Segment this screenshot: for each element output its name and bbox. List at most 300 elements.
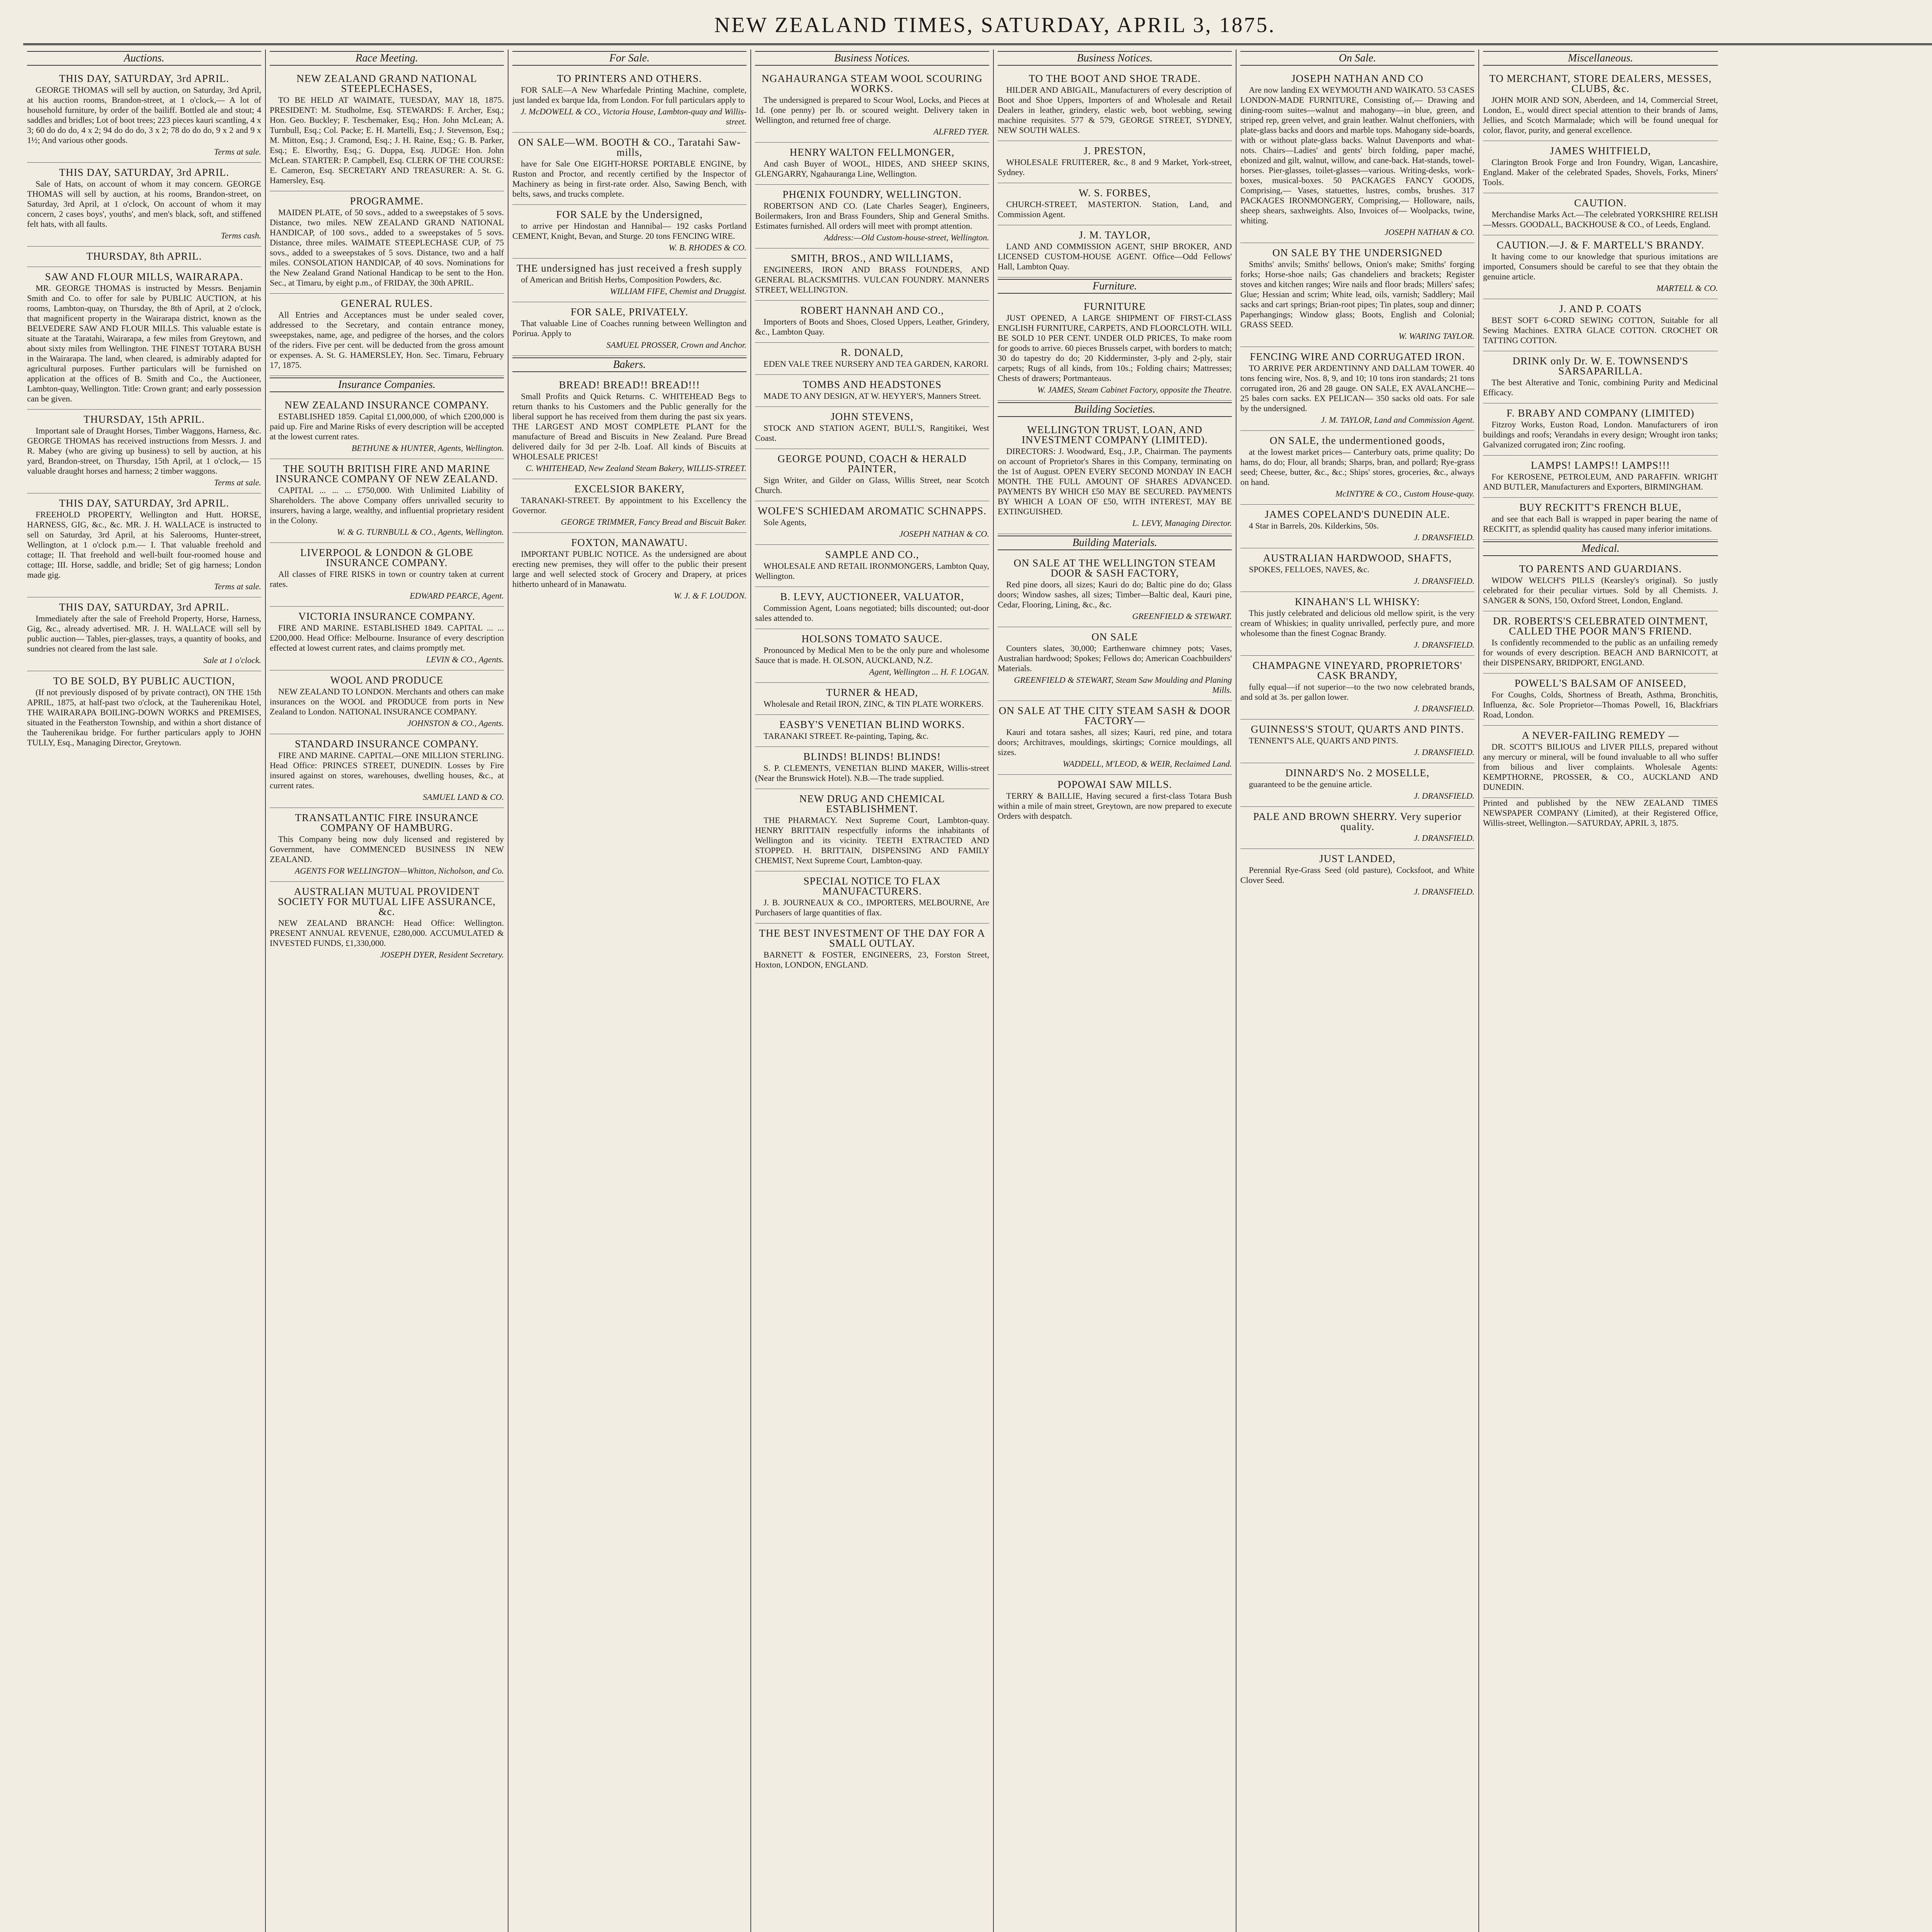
advertisement [512,375,747,479]
ad-headline: THURSDAY, 15th APRIL. [83,413,205,425]
ad-body: of American and British Herbs, Composition Powders, &c. [521,275,722,284]
advertisement [1240,69,1475,243]
ad-headline: FOR SALE by the Undersigned, [556,209,703,220]
ad-headline: NEW ZEALAND GRAND NATIONAL STEEPLECHASES, [296,73,477,94]
printer-imprint: Printed and published by the NEW ZEALAND TIMES NEWSPAPER COMPANY (Limited), at their Registered Office, Willis-street, Wellington.—SATURDAY, APRIL 3, 1875. [1483,798,1718,828]
section-heading: Race Meeting. [270,51,504,66]
section-heading: Building Societies. [998,402,1232,417]
ad-body: TARANAKI STREET. Re-painting, Taping, &c. [764,731,929,741]
ad-signature: Terms at sale. [214,147,261,156]
advertisement [270,734,504,808]
ad-signature: C. WHITEHEAD, New Zealand Steam Bakery, WILLIS-STREET. [526,463,747,473]
ad-signature: LEVIN & CO., Agents. [426,655,504,664]
column-1 [23,49,266,1932]
ad-headline: LIVERPOOL & LONDON & GLOBE INSURANCE COMPANY. [300,547,473,568]
ad-signature: SAMUEL LAND & CO. [423,792,504,802]
ad-headline: FOR SALE, PRIVATELY. [570,306,689,318]
ad-headline: THURSDAY, 8th APRIL. [86,250,202,262]
advertisement [755,587,989,629]
ad-headline: JAMES WHITFIELD, [1550,145,1651,156]
ad-body: Small Profits and Quick Returns. C. WHITEHEAD Begs to return thanks to his Customers and the Public generally for the liberal support he has received from them during the past six years. THE LARGEST AND MOST COMPLETE PLANT for the manufacture of Bread and Biscuits in New Zealand. Pure Bread delivered daily for 3d per 2-lb. Loaf. All kinds of Biscuits at WHOLESALE PRICES! [512,391,747,461]
ad-signature: EDWARD PEARCE, Agent. [410,591,504,600]
ad-headline: FURNITURE [1083,301,1146,312]
ad-headline: B. LEVY, AUCTIONEER, VALUATOR, [780,591,964,602]
section-heading: Building Materials. [998,536,1232,550]
ad-headline: THIS DAY, SATURDAY, 3rd APRIL. [59,73,230,84]
advertisement [998,775,1232,827]
ad-signature: AGENTS FOR WELLINGTON—Whitton, Nicholson, and Co. [294,866,504,876]
ad-headline: EASBY'S VENETIAN BLIND WORKS. [779,719,965,730]
ad-headline: TURNER & HEAD, [826,687,918,698]
advertisement [1483,69,1718,141]
ad-signature: Sale at 1 o'clock. [203,655,261,665]
ad-body: EDEN VALE TREE NURSERY AND TEA GARDEN, KARORI. [764,359,989,369]
ad-body: HILDER AND ABIGAIL, Manufacturers of every description of Boot and Shoe Uppers, Importers of and Wholesale and Retail Dealers in leather, grindery, elastic web, boot webbing, sewing machine requisites. 577 & 579, GEORGE STREET, SYDNEY, NEW SOUTH WALES. [998,85,1232,135]
ad-body: Kauri and totara sashes, all sizes; Kauri, red pine, and totara doors; Architraves, mouldings, skirtings; Cornice mouldings, all sizes. [998,727,1232,757]
ad-signature: JOSEPH DYER, Resident Secretary. [380,950,504,959]
ad-headline: GEORGE POUND, COACH & HERALD PAINTER, [777,453,967,474]
advertisement [998,69,1232,141]
ad-headline: TO MERCHANT, STORE DEALERS, MESSES, CLUBS, &c. [1489,73,1712,94]
ad-signature: J. DRANSFIELD. [1413,532,1475,542]
ad-headline: J. PRESTON, [1083,145,1146,156]
ad-body: Clarington Brook Forge and Iron Foundry, Wigan, Lancashire, England. Maker of the celebrated Spades, Shovels, Forks, Miners' Tools. [1483,157,1718,187]
ad-headline: TO THE BOOT AND SHOE TRADE. [1029,73,1201,84]
ad-body: Perennial Rye-Grass Seed (old pasture), Cocksfoot, and White Clover Seed. [1240,865,1475,885]
advertisement [1483,299,1718,351]
advertisement [755,871,989,923]
ad-headline: CHAMPAGNE VINEYARD, PROPRIETORS' CASK BRANDY, [1252,660,1463,681]
ad-body: IMPORTANT PUBLIC NOTICE. As the undersigned are about erecting new premises, they will offer to the public their present large and well selected stock of Grocery and Drapery, at prices hitherto unheard of in Manawatu. [512,549,747,589]
ad-body: DR. SCOTT'S BILIOUS and LIVER PILLS, prepared without any mercury or mineral, will be found invaluable to all who suffer from bilious and liver complaints. Wholesale Agents: KEMPTHORNE, PROSSER, & CO., AUCKLAND AND DUNEDIN. [1483,742,1718,792]
advertisement [270,459,504,543]
section-heading: Bakers. [512,357,747,372]
ad-body: Sole Agents, [764,517,807,527]
ad-headline: JOHN STEVENS, [830,411,913,422]
advertisement [1483,403,1718,456]
ad-headline: ON SALE BY THE UNDERSIGNED [1272,247,1442,259]
ad-body: Sale of Hats, on account of whom it may concern. GEORGE THOMAS will sell by auction, at his rooms, Brandon-street, on Saturday, 3rd April, at 1 o'clock, On account of whom it may concern, 2 cases boys', youths', and men's black, soft, and stiffened felt hats, with all faults. [27,179,261,229]
column-3 [509,49,751,1932]
ad-headline: A NEVER-FAILING REMEDY — [1522,730,1679,741]
ad-body: That valuable Line of Coaches running between Wellington and Porirua. Apply to [512,318,747,338]
ad-body: Commission Agent, Loans negotiated; bills discounted; out-door sales attended to. [755,603,989,623]
advertisement [512,133,747,205]
ad-body: Fitzroy Works, Euston Road, London. Manufacturers of iron buildings and roofs; Verandahs in every design; Wrought iron tanks; Galvanized corrugated iron; Zinc roofing. [1483,420,1718,449]
ad-signature: J. M. TAYLOR, Land and Commission Agent. [1321,415,1475,425]
ad-headline: TO PRINTERS AND OTHERS. [557,73,702,84]
ad-body: S. P. CLEMENTS, VENETIAN BLIND MAKER, Willis-street (Near the Brunswick Hotel). N.B.—The trade supplied. [755,763,989,783]
ad-body: Immediately after the sale of Freehold Property, Horse, Harness, Gig, &c., already advertised. MR. J. H. WALLACE will sell by public auction— Tables, pier-glasses, trays, a quantity of books, and sundries not cleared from the last sale. [27,614,261,653]
ad-headline: HENRY WALTON FELLMONGER, [789,146,955,158]
ad-body: It having come to our knowledge that spurious imitations are imported, Consumers should be careful to see that they obtain the genuine article. [1483,252,1718,281]
advertisement [512,302,747,356]
ad-body: NEW ZEALAND BRANCH: Head Office: Wellington. PRESENT ANNUAL REVENUE, £280,000. ACCUMULATED & INVESTED FUNDS, £1,330,000. [270,918,504,948]
ad-body: (If not previously disposed of by private contract), ON THE 15th APRIL, 1875, at half-past two o'clock, at the Tauherenikau Hotel, THE WAIRARAPA BOILING-DOWN WORKS and PREMISES, situated in the Featherston Township, and within a short distance of the Tauherenikau bridge. For further particulars apply to JOHN TULLY, Esq., Managing Director, Greytown. [27,687,261,747]
advertisement [270,191,504,294]
ad-body: Important sale of Draught Horses, Timber Waggons, Harness, &c. GEORGE THOMAS has received instructions from Messrs. J. and R. Mabey (who are giving up business) to sell by auction, at his yard, Brandon-street, on Thursday, 15th April, at 1 o'clock,— 15 valuable draught horses and harness; 2 timber waggons. [27,426,261,476]
ad-body: Is confidently recommended to the public as an unfailing remedy for wounds of every description. BEACH AND BARNICOTT, at their DISPENSARY, BRIDPORT, ENGLAND. [1483,638,1718,667]
ad-body: Wholesale and Retail IRON, ZINC, & TIN PLATE WORKERS. [764,699,984,709]
advertisement [270,543,504,607]
ad-body: MR. GEORGE THOMAS is instructed by Messrs. Benjamin Smith and Co. to offer for sale by PUBLIC AUCTION, at his rooms, Lambton-quay, on Thursday, the 8th of April, at 2 o'clock, that magnificent property in the Wairarapa district, known as the BELVEDERE SAW AND FLOUR MILLS. This valuable estate is situate at the Taratahi, Wairarapa, a few miles from Greytown, and about sixty miles from Wellington. THE FINEST TOTARA BUSH in the Wairarapa. The land, when cleared, is admirably adapted for agricultural purposes. Further particulars will be furnished on application at the offices of B. Smith and Co., the Auctioneer, Lambton-quay, Wellington. Title: Crown grant; and early possession can be given. [27,283,261,403]
ad-headline: WELLINGTON TRUST, LOAN, AND INVESTMENT COMPANY (LIMITED). [1022,424,1208,446]
advertisement [755,629,989,683]
ad-body: The undersigned is prepared to Scour Wool, Locks, and Pieces at 1d. (one penny) per lb. or scoured weight. Delivery taken in Wellington, and returned free of charge. [755,95,989,125]
advertisement [755,343,989,375]
ad-body: and see that each Ball is wrapped in paper bearing the name of RECKITT, as splendid quality has caused many inferior imitations. [1483,514,1718,534]
ad-body: Are now landing EX WEYMOUTH AND WAIKATO. 53 CASES LONDON-MADE FURNITURE, Consisting of,— Drawing and dining-room suites—walnut and mahogany—in blue, green, and striped rep, green velvet, and grain leather. Walnut cheffoniers, with plate-glass backs and doors and marble tops. Mahogany side-boards, with or without plate-glass backs. Walnut Davenports and what-nots. Chairs—Ladies' and gents' birch folding, paper maché, ebonized and gilt, walnut, willow, and cane-back. Hat-stands, towel-horses. Pier-glasses, toilet-glasses—various. Writing-desks, work-boxes, musical-boxes. 50 PACKAGES FANCY GOODS, Comprising,— Vases, statuettes, lustres, combs, brushes. 317 PACKAGES IRONMONGERY, Comprising,— Holloware, nails, sheep shears, saxhweights. Also, Invoices of— Woolpacks, twine, whiting. [1240,85,1475,225]
ad-body: TERRY & BAILLIE, Having secured a first-class Totara Bush within a mile of main street, Greytown, are now prepared to execute Orders with despatch. [998,791,1232,821]
ad-body: at the lowest market prices— Canterbury oats, prime quality; Do hams, do do; Flour, all brands; Sharps, bran, and pollard; Rye-grass seed; Cheese, butter, &c., &c.; Ships' stores, groceries, &c., always on hand. [1240,447,1475,487]
column-5 [994,49,1236,1932]
advertisement [998,701,1232,775]
advertisement [512,479,747,533]
ad-headline: NEW ZEALAND INSURANCE COMPANY. [284,399,489,411]
ad-headline: THIS DAY, SATURDAY, 3rd APRIL. [59,167,230,178]
ad-body: And cash Buyer of WOOL, HIDES, AND SHEEP SKINS, GLENGARRY, Ngahauranga Line, Wellington. [755,159,989,179]
ad-body: Counters slates, 30,000; Earthenware chimney pots; Vases, Australian hardwood; Spokes; Fellows do; American Coachbuilders' Materials. [998,643,1232,673]
ad-headline: THE BEST INVESTMENT OF THE DAY FOR A SMALL OUTLAY. [759,927,985,949]
advertisement [270,69,504,191]
ad-signature: W. WARING TAYLOR. [1398,331,1475,341]
ad-body: All Entries and Acceptances must be under sealed cover, addressed to the Secretary, and contain entrance money, sweepstakes, name, age, and pedigree of the horses, and the colors of the riders. Five per cent. will be deducted from the gross amount or expenses. A. St. G. HAMERSLEY, Hon. Sec. Timaru, February 17, 1875. [270,310,504,370]
ad-body: The best Alterative and Tonic, combining Purity and Medicinal Efficacy. [1483,378,1718,397]
advertisement [270,395,504,459]
ad-headline: HOLSONS TOMATO SAUCE. [801,633,943,645]
ad-body: JUST OPENED, A LARGE SHIPMENT OF FIRST-CLASS ENGLISH FURNITURE, CARPETS, AND FLOORCLOTH. WILL BE SOLD 10 PER CENT. UNDER OLD PRICES, To make room for goods to arrive. 60 pieces Brussels carpet, with borders to match; 30 do tapestry do do; 20 Kidderminster, 3-ply and 2-ply, stair carpets; Rugs of all kinds, from 10s.; Folding chairs; Mattresses; Chests of drawers; Portmanteaus. [998,313,1232,383]
ad-headline: SAMPLE AND CO., [825,549,919,560]
ad-body: ROBERTSON AND CO. (Late Charles Seager), Engineers, Boilermakers, Iron and Brass Founders, Ship and General Smiths. Estimates furnished. All orders will meet with prompt attention. [755,201,989,231]
ad-headline: SMITH, BROS., AND WILLIAMS, [791,252,954,264]
advertisement [1240,592,1475,656]
advertisement [270,670,504,734]
ad-body: BEST SOFT 6-CORD SEWING COTTON, Suitable for all Sewing Machines. EXTRA GLACE COTTON. CROCHET OR TATTING COTTON. [1483,315,1718,345]
ad-signature: Terms at sale. [214,582,261,591]
advertisement [755,407,989,449]
advertisement [1240,347,1475,431]
ad-headline: VICTORIA INSURANCE COMPANY. [298,611,475,622]
ad-headline: POWELL'S BALSAM OF ANISEED, [1514,677,1687,689]
advertisement [755,747,989,789]
advertisement [27,163,261,247]
ad-signature: L. LEVY, Managing Director. [1132,518,1232,528]
advertisement [1483,611,1718,673]
ad-headline: R. DONALD, [840,347,904,358]
ad-headline: ON SALE AT THE CITY STEAM SASH & DOOR FACTORY— [998,705,1231,726]
ad-body: Red pine doors, all sizes; Kauri do do; Baltic pine do do; Glass doors; Window sashes, all sizes; Timber—Baltic deal, Kauri pine, Cedar, Flooring, Lining, &c., &c. [998,580,1232,609]
ad-signature: ALFRED TYER. [933,127,989,136]
ad-body: TO ARRIVE PER ARDENTINNY AND DALLAM TOWER. 40 tons fencing wire, Nos. 8, 9, and 10; 10 tons iron standards; 21 tons corrugated iron, 26 and 28 gauge. ON SALE, EX AVALANCHE— 25 bales corn sacks. EX PELICAN— 350 sacks old oats. For sale by the undersigned. [1240,363,1475,413]
ad-headline: BLINDS! BLINDS! BLINDS! [803,751,941,762]
ad-headline: EXCELSIOR BAKERY, [574,483,685,495]
ad-headline: WOOL AND PRODUCE [330,674,444,686]
ad-body: WIDOW WELCH'S PILLS (Kearsley's original). So justly celebrated for their peculiar virtues. Sold by all Chemists. J. SANGER & SONS, 150, Oxford Street, London, England. [1483,575,1718,605]
ad-body: ESTABLISHED 1859. Capital £1,000,000, of which £200,000 is paid up. Fire and Marine Risks of every description will be accepted at the lowest current rates. [270,412,504,441]
ad-body: MAIDEN PLATE, of 50 sovs., added to a sweepstakes of 5 sovs. Distance, two miles. NEW ZEALAND GRAND NATIONAL HANDICAP, of 100 sovs., added to a sweepstakes of 5 sovs. Distance, three miles. WAIMATE STEEPLECHASE CUP, of 75 sovs., added to a sweepstakes of 5 sovs. Distance, two and a half miles. CONSOLATION HANDICAP, of 40 sovs. Nominations for the New Zealand Grand National Handicap to be sent to the Hon. Sec., at Timaru, by eight p.m., of FRIDAY, the 30th APRIL. [270,207,504,287]
columns-container [23,49,1932,1932]
advertisement [755,545,989,587]
ad-headline: JUST LANDED, [1319,853,1396,864]
advertisement [1483,456,1718,498]
ad-signature: Terms at sale. [214,478,261,487]
ad-body: Importers of Boots and Shoes, Closed Uppers, Leather, Grindery, &c., Lambton Quay. [755,317,989,337]
ad-body: FIRE AND MARINE. ESTABLISHED 1849. CAPITAL ... ... £200,000. Head Office: Melbourne. Insurance of every description effected at lowest current rates, and claims promptly met. [270,623,504,653]
ad-body: TO BE HELD AT WAIMATE, TUESDAY, MAY 18, 1875. PRESIDENT: M. Studholme, Esq. STEWARDS: F. Archer, Esq.; Hon. Geo. Buckley; F. Teschemaker, Esq.; Hon. John McLean; A. Turnbull, Esq.; Col. Packe; E. H. Martelli, Esq.; J. Stevenson, Esq.; M. Mitton, Esq.; J. Cramond, Esq.; J. H. Raine, Esq.; G. B. Parker, Esq.; E. Elworthy, Esq.; G. Duppa, Esq. JUDGE: Hon. John McLean. STARTER: P. Campbell, Esq. CLERK OF THE COURSE: E. Cameron, Esq. SECRETARY AND TREASURER: A. St. G. Hamersley, Esq. [270,95,504,185]
ad-headline: TO PARENTS AND GUARDIANS. [1519,563,1682,575]
ad-headline: PHŒNIX FOUNDRY, WELLINGTON. [782,189,962,200]
ad-headline: CAUTION.—J. & F. MARTELL'S BRANDY. [1497,239,1704,251]
advertisement [755,375,989,407]
advertisement [270,294,504,376]
advertisement [755,789,989,871]
advertisement [755,143,989,185]
ad-signature: J. DRANSFIELD. [1413,576,1475,586]
advertisement [755,248,989,301]
advertisement [1483,498,1718,540]
ad-headline: DRINK only Dr. W. E. TOWNSEND'S SARSAPARILLA. [1512,355,1689,377]
ad-headline: BUY RECKITT'S FRENCH BLUE, [1519,502,1682,513]
ad-body: ENGINEERS, IRON AND BRASS FOUNDERS, AND GENERAL BLACKSMITHS. VULCAN FOUNDRY. MANNERS STREET, WELLINGTON. [755,265,989,294]
ad-headline: F. BRABY AND COMPANY (LIMITED) [1506,407,1695,419]
section-heading: Business Notices. [755,51,989,66]
advertisement [1240,548,1475,592]
ad-headline: ON SALE [1091,631,1138,643]
ad-body: fully equal—if not superior—to the two now celebrated brands, and sold at 3s. per gallon lower. [1240,682,1475,702]
ad-headline: AUSTRALIAN HARDWOOD, SHAFTS, [1263,552,1452,564]
ad-body: Pronounced by Medical Men to be the only pure and wholesome Sauce that is made. H. OLSON, AUCKLAND, N.Z. [755,645,989,665]
ad-body: LAND AND COMMISSION AGENT, SHIP BROKER, AND LICENSED CUSTOM-HOUSE AGENT. Office—Odd Fellows' Hall, Lambton Quay. [998,242,1232,271]
ad-headline: THIS DAY, SATURDAY, 3rd APRIL. [59,601,230,613]
ad-headline: JOSEPH NATHAN AND CO [1291,73,1423,84]
ad-headline: GUINNESS'S STOUT, QUARTS AND PINTS. [1251,723,1464,735]
ad-signature: J. DRANSFIELD. [1413,833,1475,843]
ad-signature: SAMUEL PROSSER, Crown and Anchor. [606,340,747,350]
advertisement [1240,719,1475,763]
section-heading: Auctions. [27,51,261,66]
ad-headline: CAUTION. [1574,197,1627,209]
ad-body: have for Sale One EIGHT-HORSE PORTABLE ENGINE, by Ruston and Proctor, and recently certified by the Inspector of Machinery as being in first-rate order. Also, Sawing Bench, with belts, saws, and trucks complete. [512,159,747,199]
ad-headline: FOXTON, MANAWATU. [571,537,688,548]
advertisement [270,607,504,670]
ad-headline: DINNARD'S No. 2 MOSELLE, [1285,767,1430,779]
masthead-rule [23,43,1932,45]
ad-signature: GEORGE TRIMMER, Fancy Bread and Biscuit Baker. [561,517,747,527]
advertisement [755,683,989,715]
ad-signature: W. & G. TURNBULL & CO., Agents, Wellington. [337,527,504,537]
ad-body: SPOKES, FELLOES, NAVES, &c. [1249,565,1369,574]
ad-headline: KINAHAN'S LL WHISKY: [1295,596,1420,607]
advertisement [1240,849,1475,902]
ad-body: guaranteed to be the genuine article. [1249,779,1372,789]
masthead: NEW ZEALAND TIMES, SATURDAY, APRIL 3, 1875. [714,13,1276,37]
ad-body: FOR SALE—A New Wharfedale Printing Machine, complete, just landed ex barque Ida, from London. For full particulars apply to [512,85,747,105]
ad-body: WHOLESALE AND RETAIL IRONMONGERS, Lambton Quay, Wellington. [755,561,989,581]
advertisement [512,69,747,133]
advertisement [1240,656,1475,719]
section-heading: Medical. [1483,541,1718,556]
ad-headline: STANDARD INSURANCE COMPANY. [295,738,479,750]
ad-headline: PROGRAMME. [350,195,424,207]
ad-body: This justly celebrated and delicious old mellow spirit, is the very cream of Whiskies; in quality unrivalled, perfectly pure, and more wholesome than the finest Cognac Brandy. [1240,608,1475,638]
ad-body: WHOLESALE FRUITERER, &c., 8 and 9 Market, York-street, Sydney. [998,157,1232,177]
ad-signature: McINTYRE & CO., Custom House-quay. [1335,489,1475,498]
ad-headline: PALE AND BROWN SHERRY. Very superior quality. [1253,811,1462,832]
ad-body: GEORGE THOMAS will sell by auction, on Saturday, 3rd April, at his auction rooms, Brandon-street, at 1 o'clock,— A lot of household furniture, by order of the bailiff. Bottled ale and stout; 4 saddles and bridles; Lot of boot trees; 223 pieces kauri scantling, 4 x 3; 60 do do do, 4 x 2; 94 do do do, 3 x 2; 78 do do do, 9 x 2 and 9 x 1½; And various other goods. [27,85,261,145]
advertisement [512,205,747,259]
advertisement [998,141,1232,183]
ad-signature: GREENFIELD & STEWART. [1132,611,1232,621]
section-heading: Furniture. [998,279,1232,294]
ad-signature: J. DRANSFIELD. [1413,791,1475,801]
advertisement [27,493,261,597]
ad-signature: Terms cash. [221,231,261,240]
ad-headline: THE undersigned has just received a fresh supply [516,262,743,274]
ad-body: TENNENT'S ALE, QUARTS AND PINTS. [1249,736,1398,745]
advertisement [998,553,1232,627]
section-heading: On Sale. [1240,51,1475,66]
ad-signature: J. DRANSFIELD. [1413,640,1475,650]
column-2 [266,49,509,1932]
ad-body: CHURCH-STREET, MASTERTON. Station, Land, and Commission Agent. [998,199,1232,219]
ad-body: BARNETT & FOSTER, ENGINEERS, 23, Forston Street, Hoxton, LONDON, ENGLAND. [755,950,989,969]
ad-signature: BETHUNE & HUNTER, Agents, Wellington. [351,443,504,453]
ad-body: Smiths' anvils; Smiths' bellows, Onion's make; Smiths' forging forks; Horse-shoe nails; Gas chandeliers and brackets; Register stoves and kitchen ranges; Wire nails and floor brads; Millers' safes; Glue; Hessian and scrim; White lead, oils, varnish; Saddlery; Mail sacks and cart springs; Brian-root pipes; Tin plates, soup and dinner; Paperhangings; Window glass; Boots, English and Colonial; GRASS SEED. [1240,259,1475,329]
ad-headline: SAW AND FLOUR MILLS, WAIRARAPA. [45,271,243,282]
advertisement [755,715,989,747]
advertisement [1240,763,1475,807]
ad-headline: ON SALE AT THE WELLINGTON STEAM DOOR & SASH FACTORY, [1014,557,1216,579]
advertisement [270,882,504,965]
ad-headline: W. S. FORBES, [1078,187,1151,199]
advertisement [1483,193,1718,235]
column-4 [751,49,994,1932]
advertisement [998,225,1232,277]
ad-signature: GREENFIELD & STEWART, Steam Saw Moulding and Planing Mills. [1014,675,1232,695]
advertisement [1483,235,1718,299]
advertisement [27,69,261,163]
ad-body: FREEHOLD PROPERTY, Wellington and Hutt. HORSE, HARNESS, GIG, &c., &c. MR. J. H. WALLACE is instructed to sell on Saturday, 3rd April, at his Salerooms, Hunter-street, Wellington, at 1 o'clock p.m.— I. That valuable freehold and cottage; II. That freehold and well-built four-roomed house and cottage; III. Horse, saddle, and bridle; Set of gig harness; London made gig. [27,510,261,580]
ad-headline: FENCING WIRE AND CORRUGATED IRON. [1250,351,1465,362]
ad-headline: THIS DAY, SATURDAY, 3rd APRIL. [59,497,230,509]
ad-signature: J. DRANSFIELD. [1413,704,1475,713]
advertisement [27,410,261,493]
advertisement [27,671,261,753]
ad-signature: J. DRANSFIELD. [1413,887,1475,896]
advertisement [755,185,989,248]
ad-body: Merchandise Marks Act.—The celebrated YORKSHIRE RELISH—Messrs. GOODALL, BACKHOUSE & CO., of Leeds, England. [1483,209,1718,229]
ad-headline: DR. ROBERTS'S CELEBRATED OINTMENT, CALLED THE POOR MAN'S FRIEND. [1493,615,1708,637]
ad-headline: TRANSATLANTIC FIRE INSURANCE COMPANY OF HAMBURG. [295,812,479,833]
ad-headline: TOMBS AND HEADSTONES [803,379,942,390]
advertisement [755,449,989,501]
column-6 [1236,49,1479,1932]
column-7 [1479,49,1722,1932]
ad-signature: W. J. & F. LOUDON. [673,591,747,600]
advertisement [1483,559,1718,611]
advertisement [998,420,1232,534]
section-heading: Business Notices. [998,51,1232,66]
advertisement [755,69,989,143]
ad-signature: WADDELL, M'LEOD, & WEIR, Reclaimed Land. [1063,759,1232,769]
advertisement [1240,431,1475,505]
ad-signature: JOHNSTON & CO., Agents. [407,718,504,728]
ad-headline: LAMPS! LAMPS!! LAMPS!!! [1531,459,1670,471]
ad-body: TARANAKI-STREET. By appointment to his Excellency the Governor. [512,495,747,515]
advertisement [27,597,261,671]
ad-headline: THE SOUTH BRITISH FIRE AND MARINE INSURANCE COMPANY OF NEW ZEALAND. [276,463,498,485]
ad-signature: Address:—Old Custom-house-street, Wellington. [824,233,989,242]
ad-headline: NEW DRUG AND CHEMICAL ESTABLISHMENT. [799,793,945,815]
ad-signature: WILLIAM FIFE, Chemist and Druggist. [610,286,747,296]
ad-headline: ON SALE, the undermentioned goods, [1270,435,1445,446]
advertisement [270,808,504,882]
advertisement [755,301,989,343]
ad-headline: NGAHAURANGA STEAM WOOL SCOURING WORKS. [762,73,983,94]
advertisement [1240,505,1475,548]
ad-headline: ON SALE—WM. BOOTH & CO., Taratahi Saw-mills, [518,136,741,158]
ad-headline: POPOWAI SAW MILLS. [1057,779,1172,790]
ad-signature: JOSEPH NATHAN & CO. [1384,227,1475,237]
ad-headline: BREAD! BREAD!! BREAD!!! [559,379,700,391]
ad-headline: WOLFE'S SCHIEDAM AROMATIC SCHNAPPS. [758,505,986,517]
ad-signature: W. JAMES, Steam Cabinet Factory, opposite the Theatre. [1037,385,1232,395]
ad-body: This Company being now duly licensed and registered by Government, have COMMENCED BUSINESS IN NEW ZEALAND. [270,834,504,864]
ad-headline: GENERAL RULES. [341,298,433,309]
advertisement [27,247,261,267]
advertisement [755,923,989,975]
advertisement [512,259,747,302]
ad-headline: J. AND P. COATS [1559,303,1642,315]
ad-signature: J. McDOWELL & CO., Victoria House, Lambton-quay and Willis-street. [520,107,747,126]
ad-headline: AUSTRALIAN MUTUAL PROVIDENT SOCIETY FOR MUTUAL LIFE ASSURANCE, &c. [278,886,496,917]
ad-body: CAPITAL ... ... ... £750,000. With Unlimited Liability of Shareholders. The above Company offers unrivalled security to insurers, having a large, wealthy, and influential proprietary resident in the Colony. [270,485,504,525]
ad-body: STOCK AND STATION AGENT, BULL'S, Rangitikei, West Coast. [755,423,989,443]
ad-signature: JOSEPH NATHAN & CO. [899,529,989,539]
ad-body: For Coughs, Colds, Shortness of Breath, Asthma, Bronchitis, Influenza, &c. Sole Proprietor—Thomas Powell, 16, Blackfriars Road, London. [1483,690,1718,719]
advertisement [1483,351,1718,403]
ad-headline: SPECIAL NOTICE TO FLAX MANUFACTURERS. [803,875,941,897]
ad-headline: J. M. TAYLOR, [1079,229,1151,241]
ad-signature: W. B. RHODES & CO. [668,243,747,252]
ad-body: J. B. JOURNEAUX & CO., IMPORTERS, MELBOURNE, Are Purchasers of large quantities of flax. [755,898,989,917]
advertisement [998,183,1232,225]
ad-headline: TO BE SOLD, BY PUBLIC AUCTION, [53,675,235,687]
ad-headline: JAMES COPELAND'S DUNEDIN ALE. [1265,509,1450,520]
ad-headline: ROBERT HANNAH AND CO., [800,304,944,316]
advertisement [1483,726,1718,798]
ad-body: THE PHARMACY. Next Supreme Court, Lambton-quay. HENRY BRITTAIN respectfully informs the inhabitants of Wellington and its vicinity. TEETH EXTRACTED AND STOPPED. H. BRITTAIN, DISPENSING AND FAMILY CHEMIST, Next Supreme Court, Lambton-quay. [755,815,989,865]
section-heading: Insurance Companies. [270,378,504,392]
advertisement [1240,243,1475,347]
advertisement [755,501,989,545]
advertisement [1483,673,1718,726]
ad-body: NEW ZEALAND TO LONDON. Merchants and others can make insurances on the WOOL and PRODUCE from ports in New Zealand to London. NATIONAL INSURANCE COMPANY. [270,687,504,716]
advertisement [1240,807,1475,849]
ad-signature: MARTELL & CO. [1656,283,1718,293]
ad-body: Sign Writer, and Gilder on Glass, Willis Street, near Scotch Church. [755,475,989,495]
section-heading: Miscellaneous. [1483,51,1718,66]
ad-signature: Agent, Wellington ... H. F. LOGAN. [869,667,989,677]
ad-body: MADE TO ANY DESIGN, AT W. HEYYER'S, Manners Street. [764,391,981,401]
ad-body: All classes of FIRE RISKS in town or country taken at current rates. [270,569,504,589]
advertisement [998,627,1232,701]
section-heading: For Sale. [512,51,747,66]
advertisement [998,297,1232,401]
advertisement [512,533,747,606]
advertisement [1483,141,1718,193]
ad-signature: J. DRANSFIELD. [1413,747,1475,757]
